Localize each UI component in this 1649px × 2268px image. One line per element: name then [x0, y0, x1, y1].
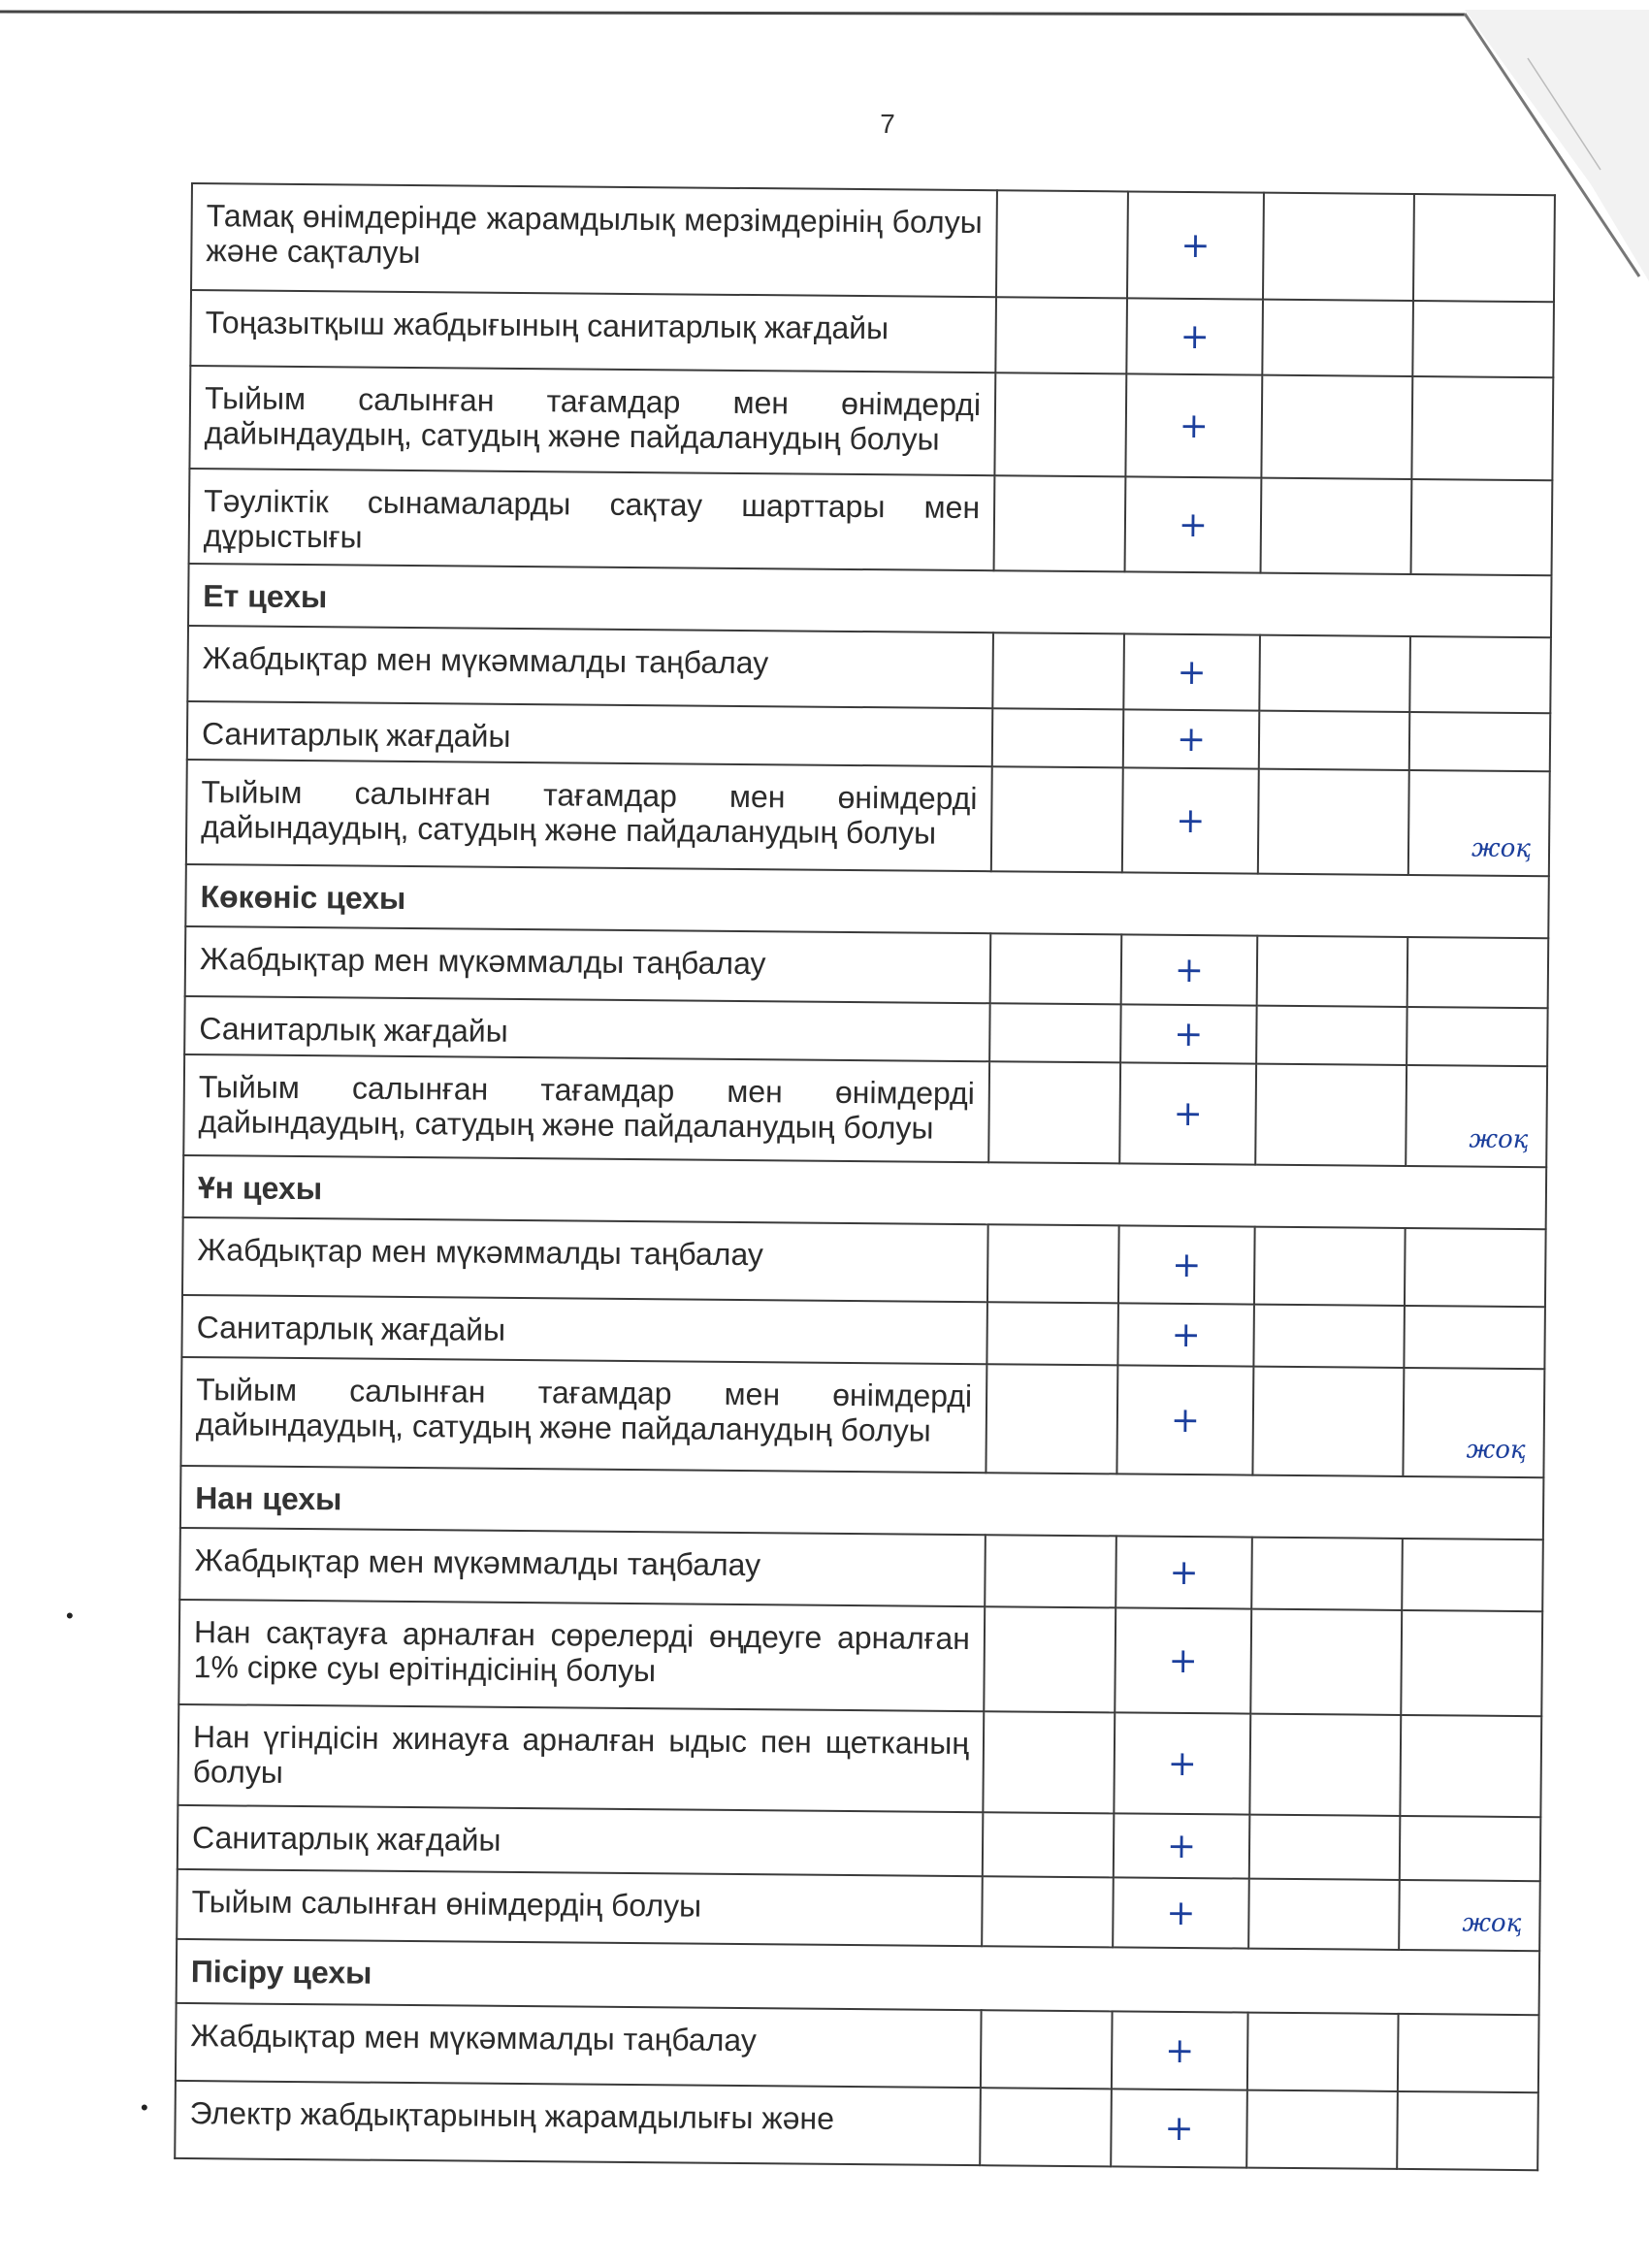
handwritten-plus-mark: + [1115, 1607, 1251, 1713]
criterion-cell [190, 290, 996, 373]
section-title: Нан цехы [180, 1466, 1544, 1539]
checklist-row [179, 1528, 1543, 1611]
criterion-text: Жабдықтар мен мүкәммалды таңбалау [194, 1542, 761, 1583]
criterion-cell [191, 183, 997, 297]
handwritten-note [1402, 1539, 1543, 1611]
handwritten-plus-mark: + [1117, 1303, 1254, 1366]
blank-cell [1249, 1815, 1401, 1880]
blank-cell [996, 190, 1128, 298]
section-header-row [183, 1155, 1547, 1229]
blank-cell [1261, 478, 1412, 574]
handwritten-note [1411, 376, 1553, 480]
blank-cell [1246, 2090, 1398, 2169]
criterion-text: Тамақ өнімдерінде жарамдылық мерзімдерінің болуы және сақталуы [206, 198, 983, 271]
criterion-text: Тыйым салынған өнімдердің болуы [191, 1884, 702, 1924]
criterion-cell [185, 926, 991, 1003]
scan-speck: • [66, 1604, 74, 1628]
handwritten-plus-mark: + [1118, 1225, 1255, 1304]
blank-cell [985, 1535, 1116, 1607]
criterion-text: Санитарлық жағдайы [191, 1820, 501, 1858]
criterion-text: Электр жабдықтарының жарамдылығы және [189, 2095, 835, 2136]
checklist-row [178, 1600, 1542, 1716]
blank-cell [1252, 1367, 1404, 1476]
checklist-row [178, 1704, 1541, 1817]
checklist-row [178, 1805, 1541, 1881]
blank-cell [1263, 193, 1414, 301]
criterion-cell [180, 1357, 986, 1473]
checklist-row [186, 760, 1550, 876]
handwritten-plus-mark: + [1120, 1004, 1257, 1063]
checklist-row [187, 626, 1551, 713]
blank-cell [995, 297, 1127, 373]
blank-cell [990, 933, 1122, 1004]
handwritten-plus-mark: + [1114, 1712, 1250, 1814]
page-number: 7 [880, 109, 895, 139]
criterion-text: Жабдықтар мен мүкәммалды таңбалау [202, 640, 769, 681]
criterion-cell [175, 2081, 981, 2165]
handwritten-note: жоқ [1406, 1065, 1547, 1167]
criterion-cell [178, 1600, 985, 1711]
checklist-row [185, 926, 1549, 1008]
handwritten-plus-mark: + [1123, 633, 1260, 710]
blank-cell [1248, 1879, 1400, 1950]
section-header-row [177, 1939, 1540, 2015]
checklist-row [182, 1217, 1546, 1307]
section-title: Ет цехы [188, 564, 1552, 637]
criterion-cell [178, 1805, 984, 1876]
handwritten-note [1405, 1228, 1546, 1307]
section-title: Ұн цехы [183, 1155, 1547, 1229]
checklist-body [175, 183, 1555, 2170]
scan-speck: • [141, 2095, 148, 2120]
handwritten-note: жоқ [1399, 1880, 1540, 1951]
criterion-cell [182, 1217, 988, 1302]
handwritten-plus-mark: + [1114, 1813, 1250, 1878]
criterion-text: Санитарлық жағдайы [196, 1310, 506, 1347]
checklist-row [175, 2081, 1538, 2170]
handwritten-note [1400, 1715, 1541, 1817]
handwritten-plus-mark: + [1116, 1536, 1252, 1608]
criterion-text: Жабдықтар мен мүкәммалды таңбалау [199, 941, 766, 982]
criterion-text: Жабдықтар мен мүкәммалды таңбалау [197, 1232, 764, 1273]
blank-cell [1254, 1227, 1406, 1306]
blank-cell [983, 1812, 1115, 1877]
checklist-row [183, 1054, 1547, 1167]
blank-cell [1259, 711, 1410, 770]
blank-cell [981, 2010, 1113, 2089]
handwritten-plus-mark: + [1111, 2089, 1247, 2167]
checklist-row [190, 290, 1554, 377]
blank-cell [987, 1224, 1119, 1303]
criterion-cell [187, 701, 992, 766]
handwritten-plus-mark: + [1127, 191, 1264, 299]
criterion-text: Санитарлық жағдайы [199, 1011, 508, 1049]
criterion-cell [189, 469, 995, 570]
blank-cell [1262, 300, 1413, 376]
handwritten-plus-mark: + [1121, 934, 1258, 1005]
criterion-text: Тоңазытқыш жабдығының санитарлық жағдайы [205, 305, 889, 346]
blank-cell [994, 475, 1126, 571]
handwritten-note [1407, 937, 1549, 1008]
handwritten-plus-mark: + [1119, 1062, 1256, 1164]
handwritten-note [1409, 636, 1551, 713]
blank-cell [1255, 1064, 1406, 1166]
section-header-row [185, 864, 1549, 938]
blank-cell [994, 373, 1126, 476]
blank-cell [1259, 635, 1410, 712]
handwritten-note [1401, 1610, 1542, 1716]
handwritten-note [1413, 194, 1555, 302]
checklist-row [189, 366, 1553, 480]
checklist-row [189, 469, 1553, 575]
criterion-text: Тыйым салынған тағамдар мен өнімдерді дайындаудың, сатудың және пайдаланудың болуы [198, 1069, 975, 1146]
handwritten-note: жоқ [1408, 770, 1550, 876]
criterion-text: Нан үгіндісін жинауға арналған ыдыс пен щетканың болуы [192, 1719, 970, 1790]
checklist-row [181, 1295, 1545, 1369]
blank-cell [989, 1003, 1121, 1062]
criterion-text: Тыйым салынған тағамдар мен өнімдерді дайындаудың, сатудың және пайдаланудың болуы [195, 1372, 973, 1448]
handwritten-note [1398, 2014, 1539, 2092]
handwritten-plus-mark: + [1122, 767, 1259, 873]
inspection-checklist-table [174, 182, 1556, 2171]
handwritten-plus-mark: + [1126, 298, 1263, 374]
blank-cell [1256, 1006, 1407, 1065]
blank-cell [992, 708, 1124, 767]
handwritten-note [1400, 1816, 1541, 1881]
checklist-row [176, 2003, 1539, 2092]
criterion-text: Тыйым салынған тағамдар мен өнімдерді дайындаудың, сатудың және пайдаланудың болуы [204, 380, 982, 457]
blank-cell [982, 1876, 1114, 1947]
handwritten-plus-mark: + [1113, 1877, 1249, 1948]
criterion-text: Санитарлық жағдайы [201, 716, 511, 754]
handwritten-plus-mark: + [1123, 709, 1260, 768]
handwritten-note [1406, 1007, 1548, 1066]
section-title: Көкөніс цехы [185, 864, 1549, 938]
criterion-cell [179, 1528, 986, 1606]
criterion-cell [187, 626, 993, 708]
handwritten-note [1397, 2091, 1538, 2170]
blank-cell [1249, 1714, 1401, 1816]
criterion-cell [183, 1054, 989, 1162]
criterion-cell [184, 996, 989, 1061]
blank-cell [988, 1061, 1120, 1163]
checklist-table-wrapper [174, 182, 1554, 2171]
section-title: Пісіру цехы [177, 1939, 1540, 2015]
blank-cell [980, 2088, 1112, 2166]
criterion-cell [186, 760, 992, 871]
checklist-row [177, 1869, 1540, 1951]
section-header-row [180, 1466, 1544, 1539]
blank-cell [1257, 936, 1408, 1007]
criterion-text: Нан сақтауға арналған сөрелерді өңдеуге арналған 1% сірке суы ерітіндісінің болуы [193, 1614, 971, 1689]
blank-cell [986, 1364, 1117, 1474]
section-header-row [188, 564, 1552, 637]
blank-cell [992, 632, 1124, 709]
handwritten-plus-mark: + [1125, 373, 1262, 477]
checklist-row [180, 1357, 1544, 1477]
blank-cell [1253, 1305, 1405, 1368]
blank-cell [1251, 1538, 1403, 1610]
blank-cell [986, 1302, 1118, 1365]
handwritten-note [1411, 479, 1553, 575]
blank-cell [984, 1606, 1116, 1712]
criterion-cell [177, 1869, 983, 1946]
handwritten-note [1404, 1306, 1545, 1369]
criterion-cell [189, 366, 995, 475]
handwritten-note [1412, 301, 1554, 377]
handwritten-note: жоқ [1403, 1368, 1544, 1477]
criterion-cell [181, 1295, 987, 1364]
blank-cell [991, 766, 1123, 872]
handwritten-plus-mark: + [1112, 2011, 1248, 2090]
criterion-text: Тәуліктік сынамаларды сақтау шарттары мен дұрыстығы [203, 483, 981, 555]
blank-cell [983, 1711, 1115, 1813]
criterion-text: Тыйым салынған тағамдар мен өнімдерді дайындаудың, сатудың және пайдаланудың болуы [201, 774, 978, 851]
blank-cell [1247, 2013, 1399, 2091]
criterion-cell [178, 1704, 984, 1812]
blank-cell [1261, 375, 1412, 479]
handwritten-plus-mark: + [1116, 1365, 1253, 1474]
blank-cell [1250, 1609, 1402, 1715]
handwritten-note [1409, 712, 1551, 771]
handwritten-plus-mark: + [1125, 476, 1262, 572]
criterion-cell [176, 2003, 982, 2088]
criterion-text: Жабдықтар мен мүкәммалды таңбалау [190, 2018, 757, 2058]
checklist-row [191, 183, 1555, 302]
blank-cell [1258, 769, 1409, 875]
